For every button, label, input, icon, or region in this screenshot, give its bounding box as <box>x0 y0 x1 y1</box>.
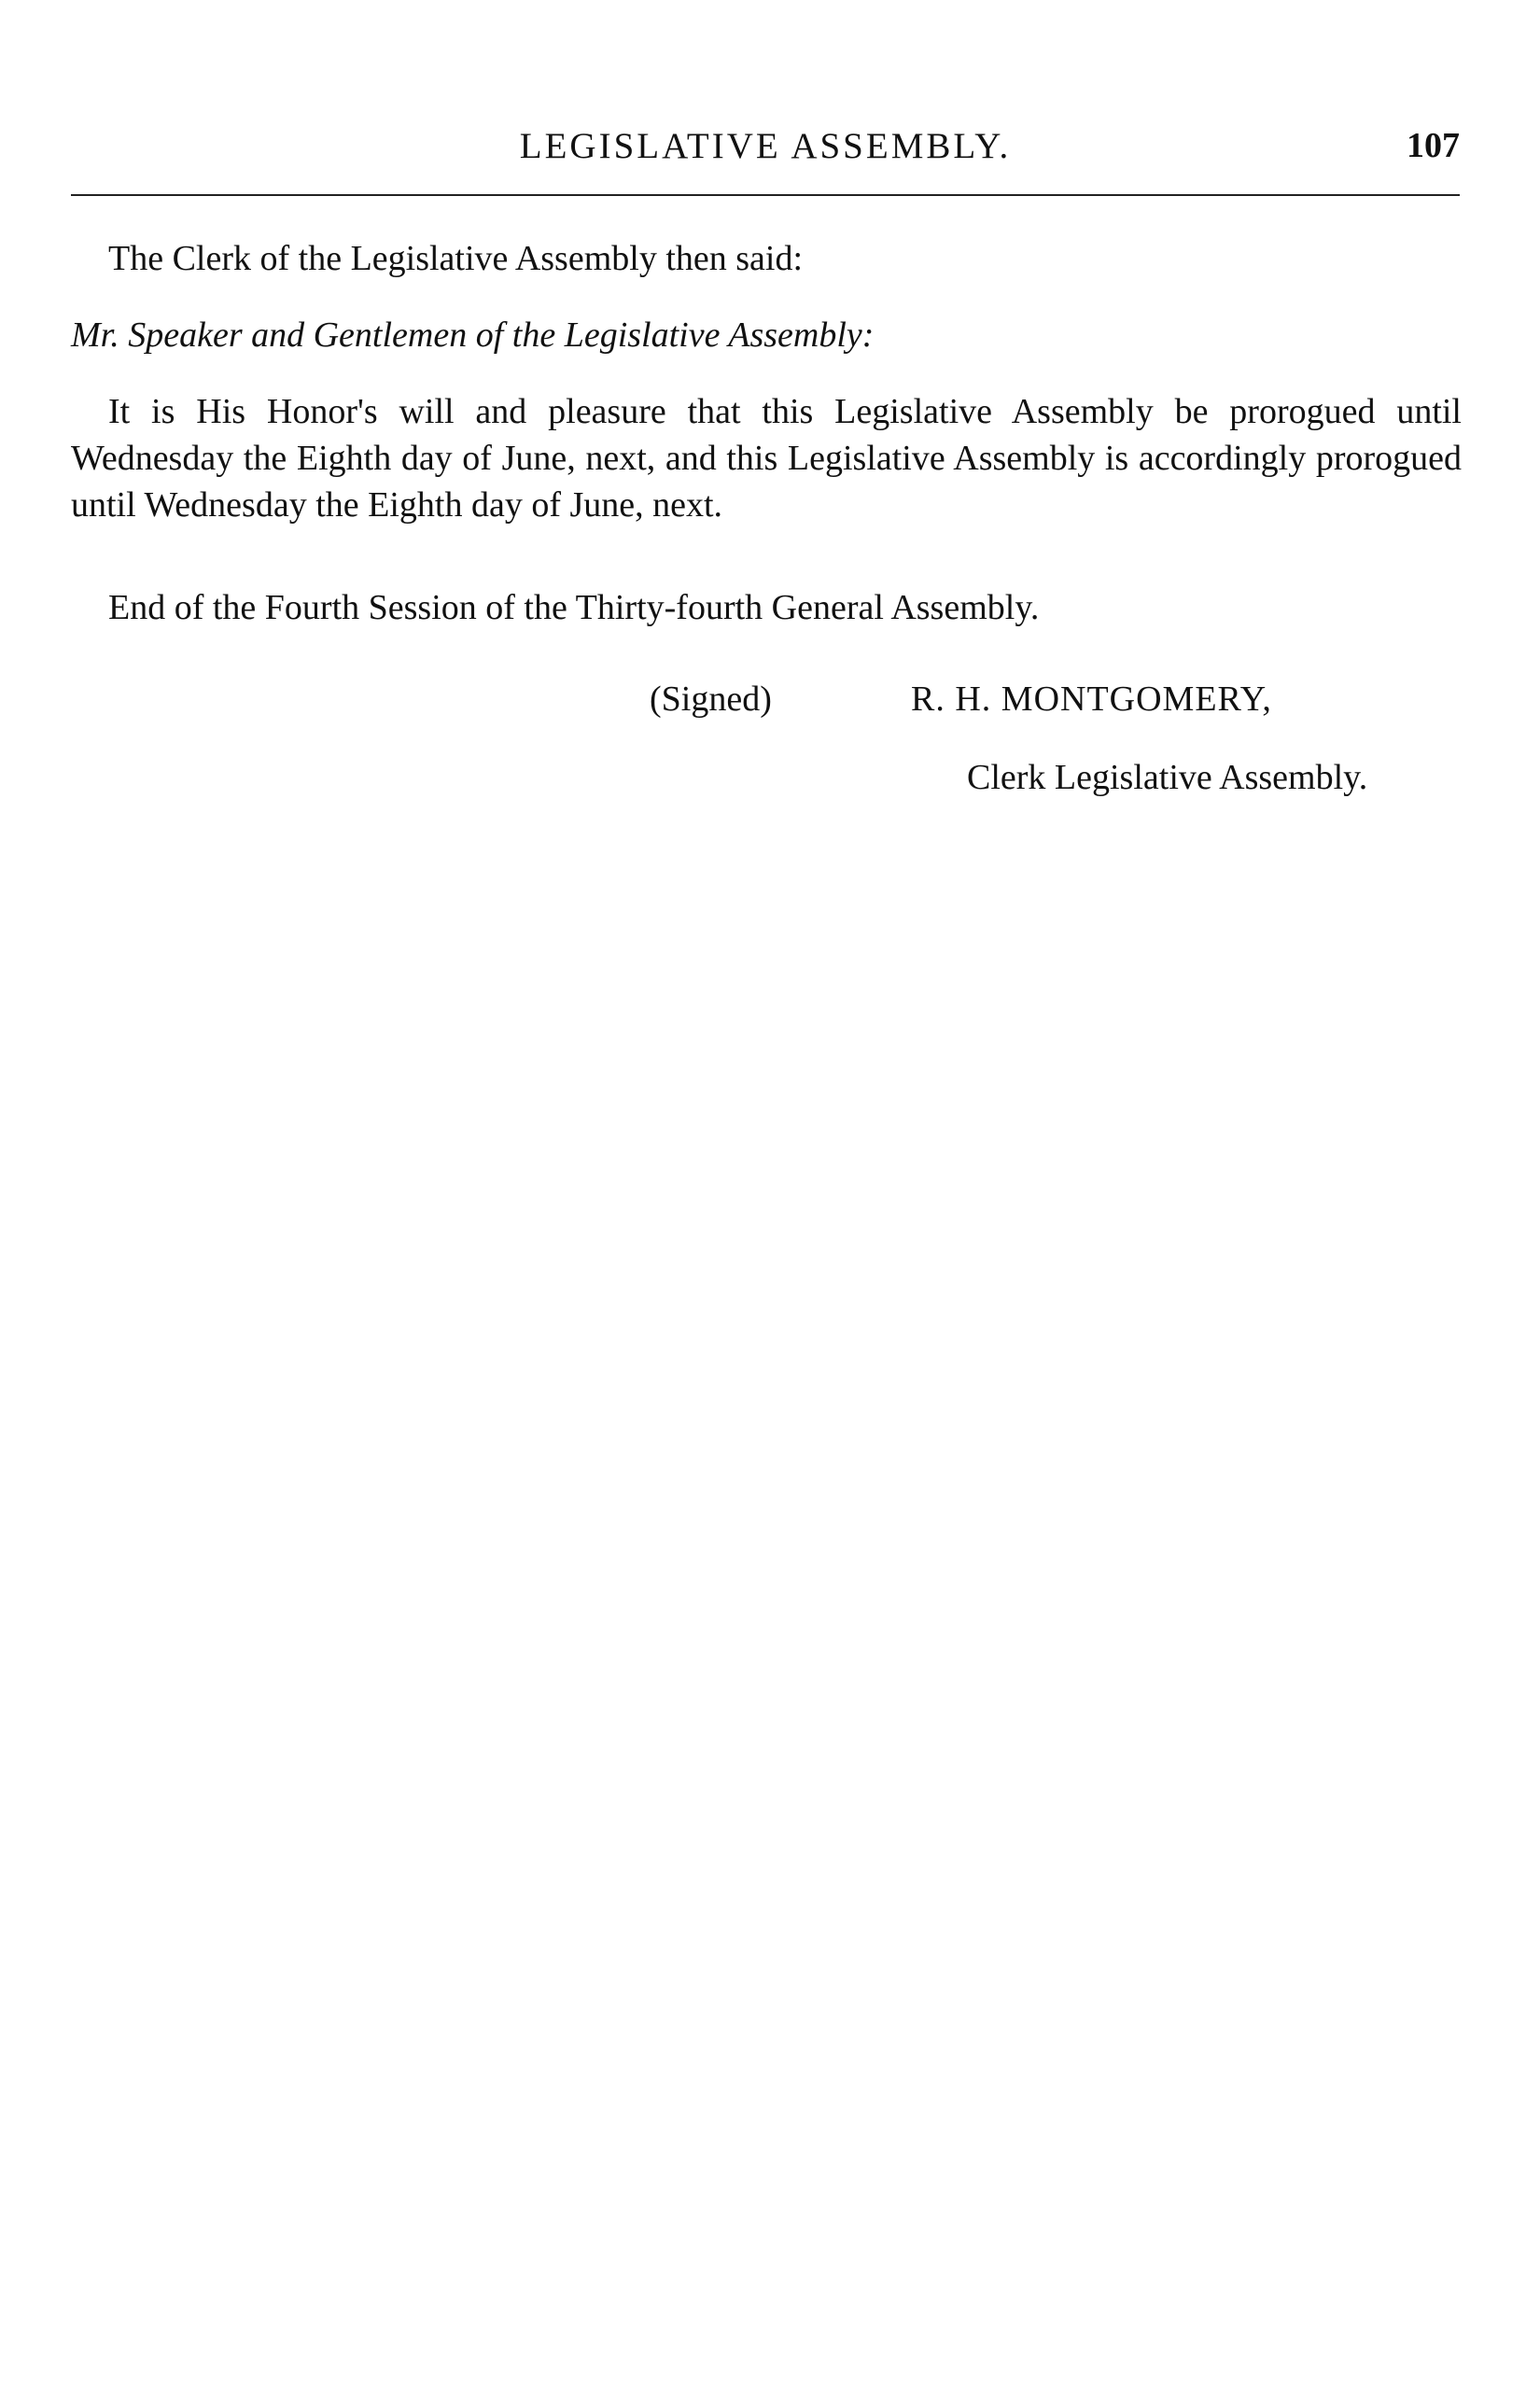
salutation-paragraph: Mr. Speaker and Gentlemen of the Legislative Assembly: <box>71 315 875 355</box>
intro-paragraph: The Clerk of the Legislative Assembly then said: <box>108 239 804 278</box>
header-rule <box>71 194 1460 196</box>
proclamation-paragraph: It is His Honor's will and pleasure that this Legislative Assembly be prorogued until Wednesday the Eighth day of June, next, and this Legislative Assembly is accordingly prorogued until Wednesday the Eighth day of June, next. <box>71 392 1462 525</box>
page-number: 107 <box>1407 126 1460 165</box>
signer-title: Clerk Legislative Assembly. <box>967 758 1368 797</box>
signer-name: R. H. MONTGOMERY, <box>911 680 1272 719</box>
running-head <box>71 119 1460 175</box>
running-title: LEGISLATIVE ASSEMBLY. <box>519 126 1012 166</box>
signed-label: (Signed) <box>650 680 772 719</box>
closing-paragraph: End of the Fourth Session of the Thirty-fourth General Assembly. <box>108 588 1040 627</box>
